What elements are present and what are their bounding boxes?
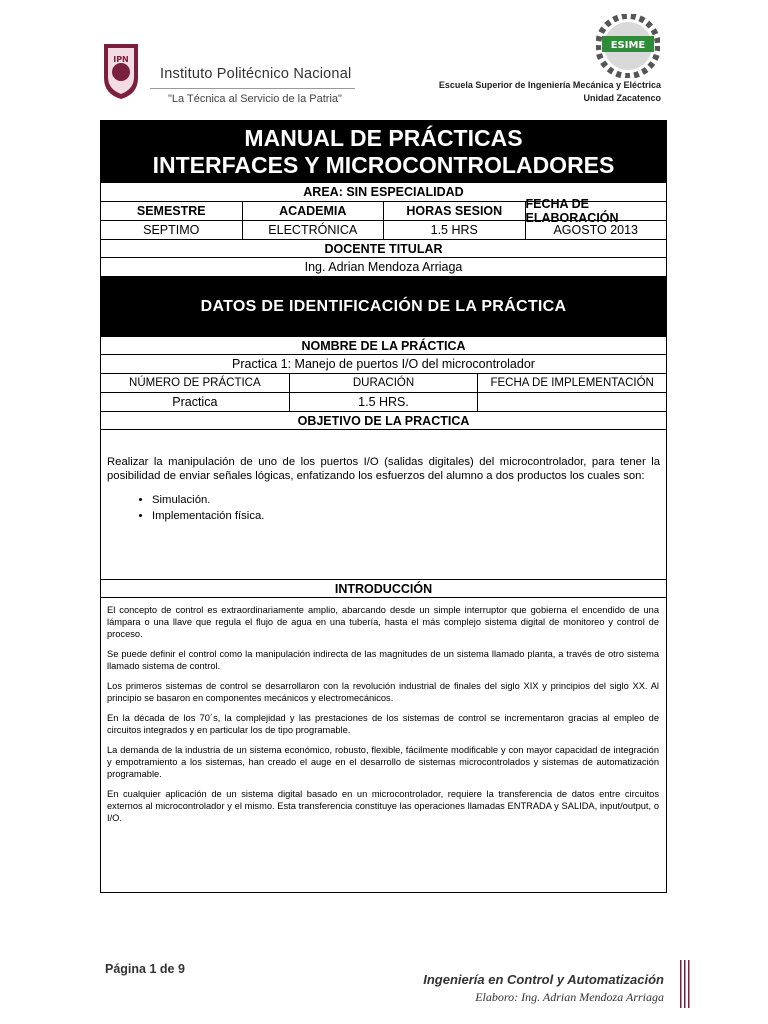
- svg-text:IPN: IPN: [113, 55, 129, 64]
- objective-body: [101, 430, 666, 580]
- horas-value: 1.5 HRS: [384, 221, 526, 239]
- duracion-value: 1.5 HRS.: [290, 393, 479, 411]
- practice-name-value: Practica 1: Manejo de puertos I/O del microcontrolador: [232, 357, 535, 371]
- fecha-elaboracion-value: AGOSTO 2013: [553, 223, 639, 237]
- practice-section-title-text: DATOS DE IDENTIFICACIÓN DE LA PRÁCTICA: [200, 297, 567, 315]
- practice-manual-table: [100, 120, 667, 893]
- fecha-implementacion-value: [478, 393, 666, 411]
- docente-label-row: [101, 240, 666, 258]
- fecha-elaboracion-header: FECHA DE ELABORACIÓN: [525, 197, 619, 225]
- school-name: Escuela Superior de Ingeniería Mecánica y Eléctrica: [438, 80, 661, 90]
- intro-paragraph: El concepto de control es extraordinariamente amplio, abarcando desde un simple interruptor que gobierna el encendido de una lámpara o una llave que regula el flujo de agua en una tubería, hasta el más complejo sistema digital de monitoreo y control de proceso.: [107, 605, 659, 639]
- practice-name-label: NOMBRE DE LA PRÁCTICA: [301, 338, 466, 353]
- semestre-header: SEMESTRE: [101, 202, 243, 220]
- esime-logo: [596, 14, 660, 78]
- objective-list: [107, 493, 660, 523]
- manual-title-line1: MANUAL DE PRÁCTICAS: [244, 124, 523, 151]
- numero-practica-value: Practica: [101, 393, 290, 411]
- school-unit: Unidad Zacatenco: [583, 93, 661, 103]
- intro-label-row: [101, 580, 666, 598]
- institution-name: Instituto Politécnico Nacional: [160, 66, 352, 82]
- list-item: • Implementación física.: [152, 509, 660, 523]
- semestre-value: SEPTIMO: [101, 221, 243, 239]
- footer-decoration: [680, 960, 690, 1008]
- fecha-implementacion-header: FECHA DE IMPLEMENTACIÓN: [490, 377, 654, 389]
- svg-text:ESIME: ESIME: [610, 40, 646, 51]
- footer-title: Ingeniería en Control y Automatización: [423, 972, 664, 987]
- intro-paragraph: Los primeros sistemas de control se desarrollaron con la revolución industrial de finales del siglo XIX y principios del siglo XX. Al principio se basaron en componentes mecánicos y electromecánicos.: [107, 681, 659, 703]
- intro-body: [101, 598, 666, 892]
- objective-text: Realizar la manipulación de uno de los puertos I/O (salidas digitales) del microcontrolador, para tener la posibilidad de enviar señales lógicas, enfatizando los esfuerzos del alumno a dos productos los cuales son:: [107, 456, 660, 482]
- practice-value-row: [101, 393, 666, 412]
- numero-practica-header: NÚMERO DE PRÁCTICA: [101, 374, 290, 392]
- list-item: • Simulación.: [152, 493, 660, 507]
- intro-label: INTRODUCCIÓN: [334, 581, 433, 596]
- manual-value-row: [101, 221, 666, 240]
- institution-motto: "La Técnica al Servicio de la Patria": [168, 93, 342, 105]
- manual-title: [101, 121, 666, 183]
- intro-paragraph: En cualquier aplicación de un sistema digital basado en un microcontrolador, requiere la transferencia de datos entre circuitos externos al microcontrolador y el mismo. Esta transferencia constituye las operaciones llamadas ENTRADA y SALIDA, input/output, o I/O.: [107, 789, 659, 823]
- practice-section-title: [101, 277, 666, 337]
- footer-author: Elaboro: Ing. Adrian Mendoza Arriaga: [475, 990, 664, 1004]
- intro-paragraph: La demanda de la industria de un sistema económico, robusto, flexible, fácilmente modificable y con mayor capacidad de integración y empotramiento a los sistemas, han creado el auge en el desarrollo de sistemas microcontrolados y sistemas de automatización programable.: [107, 745, 659, 779]
- objective-label: OBJETIVO DE LA PRACTICA: [297, 413, 470, 428]
- docente-name: Ing. Adrian Mendoza Arriaga: [304, 260, 463, 274]
- objective-label-row: [101, 412, 666, 430]
- practice-name-label-row: [101, 337, 666, 355]
- intro-paragraph: Se puede definir el control como la manipulación indirecta de las magnitudes de un sistema llamado planta, a través de otro sistema llamado sistema de control.: [107, 649, 659, 671]
- horas-header: HORAS SESION: [384, 202, 526, 220]
- intro-paragraph: En la década de los 70´s, la complejidad y las prestaciones de los sistemas de control se incrementaron gracias al empleo de circuitos integrados y en particular los de tipo programable.: [107, 713, 659, 735]
- academia-value: ELECTRÓNICA: [243, 221, 385, 239]
- practice-name-row: [101, 355, 666, 374]
- docente-label: DOCENTE TITULAR: [324, 241, 443, 256]
- ipn-logo: [100, 42, 142, 100]
- manual-header-row: [101, 197, 666, 225]
- page-number: Página 1 de 9: [105, 962, 185, 976]
- area-label: AREA: SIN ESPECIALIDAD: [303, 185, 464, 199]
- header-divider: [150, 88, 355, 89]
- manual-title-line2: INTERFACES Y MICROCONTROLADORES: [152, 151, 615, 178]
- docente-name-row: [101, 258, 666, 277]
- practice-header-row: [101, 374, 666, 393]
- academia-header: ACADEMIA: [243, 202, 385, 220]
- duracion-header: DURACIÓN: [290, 374, 479, 392]
